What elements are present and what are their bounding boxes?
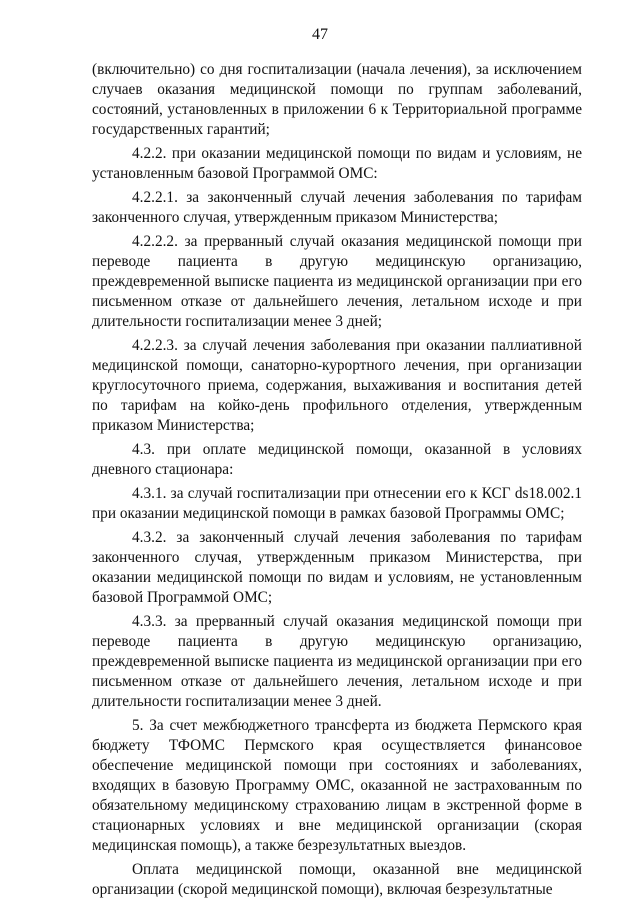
paragraph: 4.3.1. за случай госпитализации при отнесении его к КСГ ds18.002.1 при оказании медицинской помощи в рамках базовой Программы ОМС; (92, 485, 582, 522)
paragraph: 4.3. при оплате медицинской помощи, оказанной в условиях дневного стационара: (92, 441, 582, 478)
page-number: 47 (312, 26, 328, 43)
paragraph: 4.2.2. при оказании медицинской помощи по видам и условиям, не установленным базовой Программой ОМС: (92, 145, 582, 182)
paragraph: 4.3.2. за законченный случай лечения заболевания по тарифам законченного случая, утвержденным приказом Министерства, при оказании медицинской помощи по видам и условиям, не установленным базовой Программой ОМС; (92, 529, 582, 606)
paragraph: Оплата медицинской помощи, оказанной вне медицинской организации (скорой медицинской помощи), включая безрезультатные (92, 861, 582, 898)
paragraph: 4.2.2.2. за прерванный случай оказания медицинской помощи при переводе пациента в другую медицинскую организацию, преждевременной выписке пациента из медицинской организации при его письменном отказе от дальнейшего лечения, летальном исходе и при длительности госпитализации менее 3 дней; (92, 233, 582, 330)
paragraph: 4.3.3. за прерванный случай оказания медицинской помощи при переводе пациента в другую медицинскую организацию, преждевременной выписке пациента из медицинской организации при его письменном отказе от дальнейшего лечения, летальном исходе и при длительности госпитализации менее 3 дней. (92, 613, 582, 710)
paragraph: 4.2.2.1. за законченный случай лечения заболевания по тарифам законченного случая, утвержденным приказом Министерства; (92, 189, 582, 226)
paragraph: 5. За счет межбюджетного трансферта из бюджета Пермского края бюджету ТФОМС Пермского края осуществляется финансовое обеспечение медицинской помощи при состояниях и заболеваниях, входящих в базовую Программу ОМС, оказанной не застрахованным по обязательному медицинскому страхованию лицам в экстренной форме в стационарных условиях и вне медицинской организации (скорая медицинская помощь), а также безрезультатных выездов. (92, 717, 582, 854)
document-body (92, 60, 582, 904)
paragraph: (включительно) со дня госпитализации (начала лечения), за исключением случаев оказания медицинской помощи по группам заболеваний, состояний, установленных в приложении 6 к Территориальной программе государственных гарантий; (92, 61, 582, 138)
paragraph: 4.2.2.3. за случай лечения заболевания при оказании паллиативной медицинской помощи, санаторно-курортного лечения, при организации круглосуточного приема, содержания, выхаживания и воспитания детей по тарифам на койко-день профильного отделения, утвержденным приказом Министерства; (92, 337, 582, 434)
